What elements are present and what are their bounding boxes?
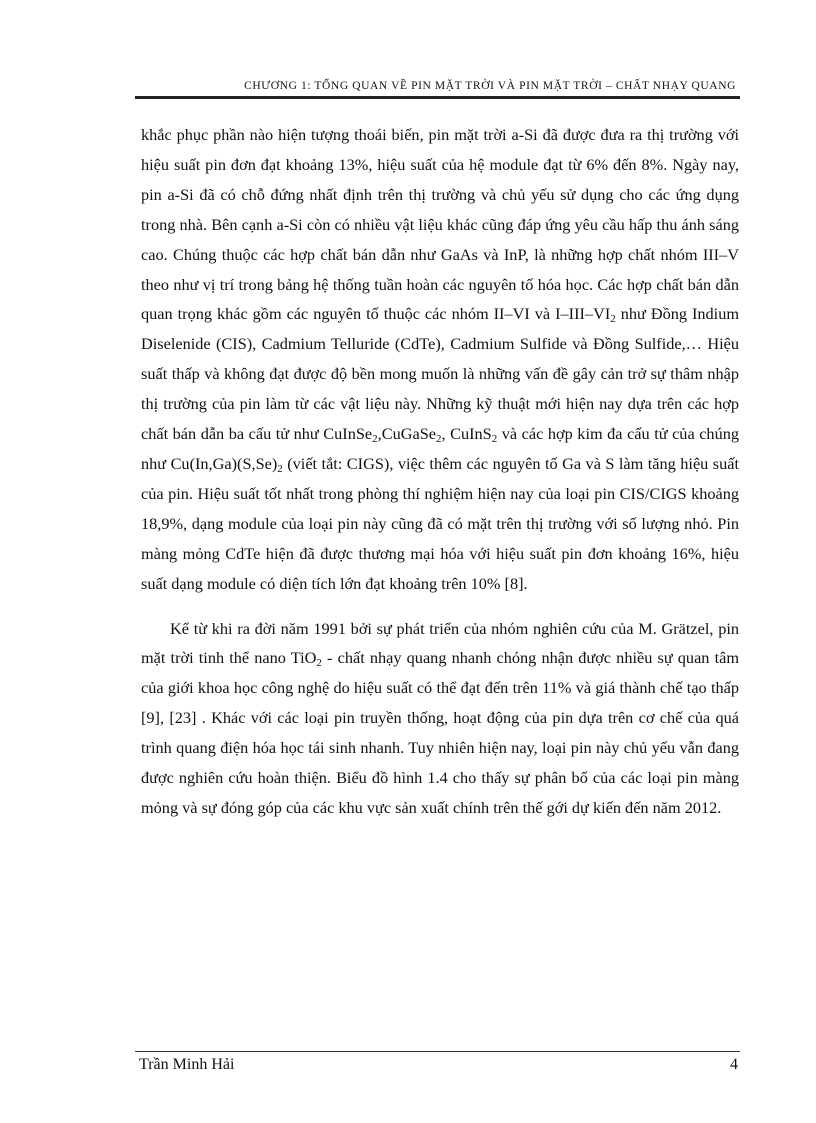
p1-text-e: và các hợp kim đa cấu tử của chúng như Cu(In,Ga)(S,Se) <box>141 424 739 473</box>
footer-rule <box>135 1051 740 1052</box>
page-number: 4 <box>730 1056 738 1073</box>
p1-sub-4: 2 <box>491 432 498 445</box>
p1-text-f: (viết tắt: CIGS), việc thêm các nguyên tố Ga và S làm tăng hiệu suất của pin. Hiệu suất tốt nhất trong phòng thí nghiệm hiện nay của loại pin CIS/CIGS khoảng 18,9%, dạng module của loại pin này cũng đã có mặt trên thị trường với số lượng nhỏ. Pin màng mỏng CdTe hiện đã được thương mại hóa với hiệu suất pin đơn khoảng 16%, hiệu suất dạng module có diện tích lớn đạt khoảng trên 10% [8]. <box>141 453 739 593</box>
p2-text-a: Kể từ khi ra đời năm 1991 bởi sự phát triển của nhóm nghiên cứu của M. Grätzel, pin mặt trời tinh thể nano TiO <box>141 618 739 668</box>
p1-sub-1: 2 <box>610 313 616 326</box>
chapter-header: CHƯƠNG 1: TỔNG QUAN VỀ PIN MẶT TRỜI VÀ PIN MẶT TRỜI – CHẤT NHẠY QUANG <box>244 80 736 92</box>
p1-text-b: như Đồng Indium Diselenide (CIS), Cadmium Telluride (CdTe), Cadmium Sulfide và Đồng Sulfide,… Hiệu suất thấp và không đạt được độ bền mong muốn là những vấn đề gây cản trở sự thâm nhập thị trường của pin làm từ các vật liệu này. Những kỹ thuật mới hiện nay dựa trên các hợp chất bán dẫn ba cấu tử như CuInSe <box>141 304 739 444</box>
paragraph-1 <box>141 120 739 599</box>
paragraph-2 <box>141 614 739 823</box>
footer-author: Trần Minh Hải <box>139 1056 235 1073</box>
page-body <box>141 120 739 823</box>
p2-text-b: - chất nhạy quang nhanh chóng nhận được nhiều sự quan tâm của giới khoa học công nghệ do hiệu suất có thể đạt đến trên 11% và giá thành chế tạo thấp [9], [23] . Khác với các loại pin truyền thống, hoạt động của pin dựa trên cơ chế của quá trình quang điện hóa học tái sinh nhanh. Tuy nhiên hiện nay, loại pin này chủ yếu vẫn đang được nghiên cứu hoàn thiện. Biểu đồ hình 1.4 cho thấy sự phân bố của các loại pin màng mỏng và sự đóng góp của các khu vực sản xuất chính trên thế gới dự kiến đến năm 2012. <box>141 648 739 817</box>
p1-text-c: ,CuGaSe <box>377 424 436 444</box>
p1-sub-5: 2 <box>277 462 283 475</box>
p1-text-a: khắc phục phần nào hiện tượng thoái biến, pin mặt trời a-Si đã được đưa ra thị trường với hiệu suất pin đơn đạt khoảng 13%, hiệu suất của hệ module đạt từ 6% đến 8%. Ngày nay, pin a-Si đã có chỗ đứng nhất định trên thị trường và chủ yếu sử dụng cho các ứng dụng trong nhà. Bên cạnh a-Si còn có nhiều vật liệu khác cũng đáp ứng yêu cầu hấp thu ánh sáng cao. Chúng thuộc các hợp chất bán dẫn như GaAs và InP, là những hợp chất nhóm III–V theo như vị trí trong bảng hệ thống tuần hoàn các nguyên tố hóa học. Các hợp chất bán dẫn quan trọng khác gồm các nguyên tố thuộc các nhóm II–VI và I–III–VI <box>141 125 739 324</box>
p2-sub-1: 2 <box>316 657 322 670</box>
p1-sub-2: 2 <box>372 432 378 445</box>
p1-sub-3: 2 <box>435 432 442 445</box>
header-rule <box>135 96 740 99</box>
p1-text-d: , CuInS <box>441 424 492 444</box>
